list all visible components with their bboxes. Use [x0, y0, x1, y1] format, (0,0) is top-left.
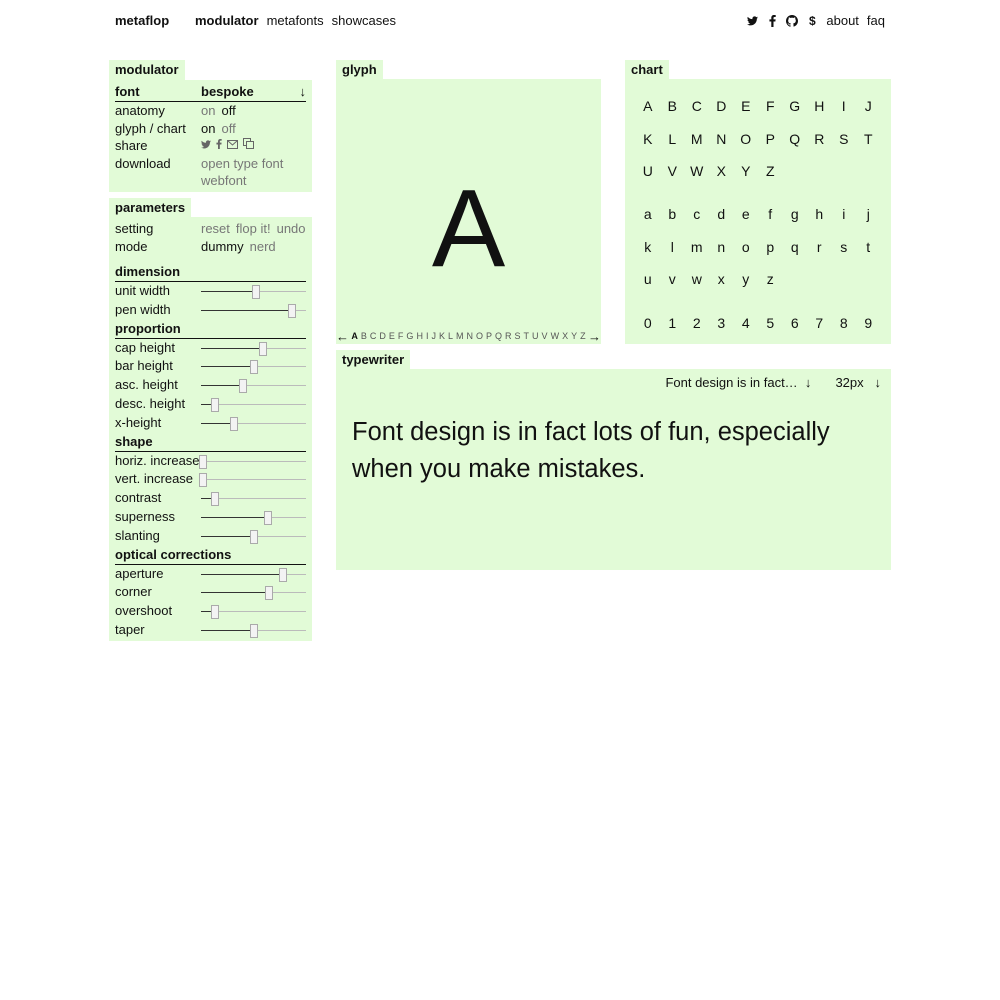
top-right-nav [746, 13, 885, 28]
glyph-letter[interactable]: I [425, 331, 429, 341]
chart-glyph[interactable]: m [690, 238, 703, 255]
chart-glyph[interactable]: t [866, 238, 871, 255]
slider-handle[interactable] [250, 360, 258, 374]
glyph-letter[interactable]: J [431, 331, 436, 341]
chart-glyph[interactable]: Y [741, 163, 751, 179]
glyph-chart-on[interactable]: on [201, 121, 216, 136]
chart-glyph[interactable]: x [717, 271, 725, 287]
glyph-letter[interactable]: X [562, 331, 569, 341]
nav-showcases[interactable]: showcases [331, 13, 396, 28]
glyph-letter[interactable]: Q [495, 331, 503, 341]
facebook-icon[interactable] [766, 14, 778, 28]
chart-glyph[interactable]: f [768, 206, 773, 222]
chart-glyph[interactable]: W [690, 163, 704, 179]
chart-glyph[interactable]: C [691, 98, 702, 114]
nav-metafonts[interactable]: metafonts [266, 13, 324, 28]
glyph-letter[interactable]: M [455, 331, 464, 341]
font-size-select[interactable] [835, 375, 881, 390]
chart-glyph[interactable]: G [789, 98, 801, 114]
share-facebook-icon[interactable] [216, 137, 222, 155]
chart-glyph[interactable]: L [668, 130, 677, 147]
glyph-preview: A [431, 167, 506, 290]
param-slider[interactable] [201, 423, 306, 424]
share-label: share [115, 138, 148, 153]
glyph-letter[interactable]: D [379, 331, 386, 341]
param-label: horiz. increase [115, 452, 200, 468]
reset-button[interactable]: reset [201, 221, 230, 236]
font-label: font [115, 84, 140, 99]
param-slider[interactable] [201, 404, 306, 405]
chart-glyph[interactable]: M [690, 130, 703, 147]
param-slider[interactable] [201, 517, 306, 518]
chart-glyph[interactable]: j [866, 206, 870, 222]
param-row [115, 282, 306, 300]
param-label: vert. increase [115, 471, 194, 487]
glyph-letter[interactable]: E [388, 331, 395, 341]
param-slider[interactable] [201, 348, 306, 349]
param-slider[interactable] [201, 291, 306, 292]
download-label: download [115, 156, 171, 171]
download-otf-link[interactable]: open type font [201, 156, 284, 171]
typewriter-controls [665, 375, 881, 390]
setting-label: setting [115, 221, 154, 236]
font-size-value: 32px [835, 375, 864, 390]
glyph-letter[interactable]: R [505, 331, 512, 341]
param-label: asc. height [115, 377, 178, 393]
param-group-header: dimension [115, 263, 306, 282]
glyph-chart-label: glyph / chart [115, 121, 186, 136]
slider-fill [201, 574, 283, 575]
slider-handle[interactable] [250, 624, 258, 638]
slider-fill [201, 630, 254, 631]
param-slider[interactable] [201, 310, 306, 311]
param-label: x-height [115, 414, 162, 430]
chart-glyph[interactable]: J [864, 98, 872, 114]
param-label: cap height [115, 339, 175, 355]
slider-handle[interactable] [265, 586, 273, 600]
param-row [115, 602, 306, 620]
chart-glyph[interactable]: e [741, 206, 750, 222]
share-twitter-icon[interactable] [201, 137, 211, 155]
chart-digits [625, 314, 891, 347]
slider-fill [201, 592, 269, 593]
arrow-right-icon[interactable]: → [588, 328, 601, 344]
chart-glyph[interactable]: 9 [864, 315, 873, 331]
glyph-letter[interactable]: C [369, 331, 377, 341]
chart-glyph[interactable]: a [643, 206, 652, 222]
tab-glyph: glyph [336, 60, 383, 80]
param-label: bar height [115, 358, 173, 374]
mode-label: mode [115, 239, 148, 254]
slider-handle[interactable] [211, 398, 219, 412]
tab-modulator: modulator [109, 60, 185, 80]
glyph-letter[interactable]: Y [571, 331, 578, 341]
github-icon[interactable] [786, 14, 798, 28]
param-row [115, 489, 306, 507]
slider-handle[interactable] [279, 568, 287, 582]
chart-glyph[interactable]: K [643, 130, 653, 147]
slider-handle[interactable] [211, 492, 219, 506]
chart-glyph[interactable]: 1 [668, 315, 677, 331]
param-group-header: proportion [115, 320, 306, 339]
slider-handle[interactable] [230, 417, 238, 431]
glyph-letter[interactable]: N [466, 331, 473, 341]
mode-dummy[interactable]: dummy [201, 239, 244, 254]
chart-glyph[interactable]: U [642, 163, 653, 179]
glyph-letter[interactable]: S [514, 331, 521, 341]
chart-glyph[interactable]: N [716, 130, 727, 147]
param-row [115, 583, 306, 601]
font-select[interactable]: bespoke [201, 84, 254, 99]
param-row [115, 527, 306, 545]
mode-nerd[interactable]: nerd [249, 239, 276, 254]
glyph-letter[interactable]: L [447, 331, 453, 341]
param-row [115, 414, 306, 432]
param-label: pen width [115, 301, 171, 317]
glyph-letter[interactable]: H [416, 331, 423, 341]
nav-faq[interactable]: faq [866, 13, 885, 28]
chart-uppercase [625, 97, 891, 195]
slider-fill [201, 517, 268, 518]
brand-logo[interactable]: metaflop [115, 13, 170, 28]
param-label: slanting [115, 527, 160, 543]
slider-fill [201, 536, 254, 537]
param-slider[interactable] [201, 630, 306, 631]
slider-fill [201, 385, 243, 386]
chart-glyph[interactable]: 5 [766, 315, 775, 331]
chart-glyph[interactable]: S [839, 130, 849, 147]
slider-handle[interactable] [250, 530, 258, 544]
param-row [115, 621, 306, 639]
slider-handle[interactable] [239, 379, 247, 393]
param-label: taper [115, 622, 145, 637]
chart-panel [625, 79, 891, 344]
glyph-letter[interactable]: G [406, 331, 414, 341]
chart-glyph[interactable]: u [643, 271, 652, 287]
slider-handle[interactable] [252, 285, 260, 299]
chart-glyph[interactable]: n [717, 238, 726, 255]
arrow-down-icon: ↓ [801, 375, 812, 390]
chart-glyph[interactable]: l [670, 238, 674, 255]
slider-handle[interactable] [259, 342, 267, 356]
arrow-down-icon: ↓ [867, 375, 881, 390]
chart-glyph[interactable]: X [716, 163, 726, 179]
param-slider[interactable] [201, 611, 306, 612]
slider-handle[interactable] [199, 455, 207, 469]
chart-glyph[interactable]: 4 [741, 315, 750, 331]
tab-typewriter: typewriter [336, 350, 410, 370]
twitter-icon[interactable] [746, 14, 758, 28]
parameters-panel [109, 217, 312, 641]
typewriter-textarea[interactable]: Font design is in fact lots of fun, especially when you make mistakes. [352, 418, 830, 483]
chart-glyph[interactable]: 3 [717, 315, 726, 331]
chart-glyph[interactable]: 8 [839, 315, 848, 331]
chart-glyph[interactable]: A [643, 98, 653, 114]
chart-glyph[interactable]: R [814, 130, 825, 147]
chart-glyph[interactable]: y [742, 271, 750, 287]
tab-chart: chart [625, 60, 669, 80]
chart-glyph[interactable]: I [841, 98, 846, 114]
chart-glyph[interactable]: v [668, 271, 676, 287]
slider-handle[interactable] [211, 605, 219, 619]
glyph-selector [336, 328, 601, 344]
chart-glyph[interactable]: o [741, 238, 750, 255]
slider-fill [201, 366, 254, 367]
param-label: aperture [115, 565, 164, 581]
param-label: desc. height [115, 396, 186, 411]
undo-button[interactable]: undo [276, 221, 306, 236]
param-slider[interactable] [201, 385, 306, 386]
param-slider[interactable] [201, 574, 306, 575]
param-row [115, 357, 306, 375]
nav-modulator[interactable]: modulator [195, 13, 259, 28]
param-label: overshoot [115, 603, 173, 619]
param-slider[interactable] [201, 592, 306, 593]
chart-glyph[interactable]: H [814, 98, 825, 114]
chart-glyph[interactable]: E [741, 98, 751, 114]
chart-glyph[interactable]: p [766, 238, 775, 255]
param-label: superness [115, 509, 175, 524]
chart-glyph[interactable]: V [667, 163, 677, 179]
share-row [115, 137, 306, 155]
chart-glyph[interactable]: k [644, 238, 652, 255]
modulator-panel [109, 80, 312, 192]
chart-glyph[interactable]: z [766, 271, 774, 287]
param-row [115, 395, 306, 413]
glyph-letter[interactable]: O [475, 331, 483, 341]
slider-handle[interactable] [199, 473, 207, 487]
param-slider[interactable] [201, 366, 306, 367]
chart-glyph[interactable]: g [790, 206, 799, 222]
chart-glyph[interactable]: O [740, 130, 752, 147]
share-copy-icon[interactable] [243, 137, 254, 155]
slider-fill [201, 348, 263, 349]
chart-glyph[interactable]: r [816, 238, 822, 255]
param-row [115, 376, 306, 394]
chart-glyph[interactable]: s [840, 238, 848, 255]
download-web-row [115, 172, 306, 190]
glyph-letter[interactable]: K [438, 331, 445, 341]
slider-handle[interactable] [288, 304, 296, 318]
slider-handle[interactable] [264, 511, 272, 525]
glyph-letter[interactable]: Z [580, 331, 586, 341]
param-slider[interactable] [201, 479, 306, 480]
flop-it-button[interactable]: flop it! [235, 221, 271, 236]
glyph-letter-list [351, 331, 585, 341]
slider-fill [201, 291, 256, 292]
chart-lowercase [625, 205, 891, 303]
param-row [115, 565, 306, 583]
chart-glyph[interactable]: D [716, 98, 727, 114]
sample-text-select[interactable] [665, 375, 811, 390]
chart-glyph[interactable]: B [667, 98, 677, 114]
param-group-header: optical corrections [115, 546, 306, 565]
glyph-letter[interactable]: P [486, 331, 493, 341]
glyph-letter[interactable]: A [351, 331, 358, 341]
chart-glyph[interactable]: c [693, 206, 701, 222]
chart-glyph[interactable]: 0 [643, 315, 652, 331]
chart-glyph[interactable]: P [765, 130, 775, 147]
glyph-letter[interactable]: F [397, 331, 404, 341]
chart-glyph[interactable]: d [717, 206, 726, 222]
glyph-letter[interactable]: T [523, 331, 530, 341]
main-nav [195, 13, 396, 28]
chart-glyph[interactable]: T [863, 130, 873, 147]
anatomy-on[interactable]: on [201, 103, 216, 118]
param-label: unit width [115, 283, 170, 298]
param-row [115, 301, 306, 319]
chart-glyph[interactable]: b [668, 206, 677, 222]
chart-glyph[interactable]: i [842, 206, 846, 222]
anatomy-off[interactable]: off [221, 103, 236, 118]
glyph-chart-off[interactable]: off [221, 121, 236, 136]
glyph-letter[interactable]: V [541, 331, 548, 341]
chart-glyph[interactable]: 2 [692, 315, 701, 331]
param-label: corner [115, 584, 152, 600]
param-label: contrast [115, 490, 162, 506]
arrow-left-icon[interactable]: ← [336, 328, 349, 344]
download-row [115, 155, 306, 173]
chart-glyph[interactable]: q [790, 238, 799, 255]
chart-glyph[interactable]: h [815, 206, 824, 222]
chart-glyph[interactable]: Q [789, 130, 801, 147]
glyph-chart-row [115, 120, 306, 138]
setting-row [115, 220, 306, 238]
param-slider[interactable] [201, 536, 306, 537]
dollar-icon[interactable]: $ [809, 13, 816, 28]
arrow-down-icon[interactable]: ↓ [299, 84, 306, 99]
chart-glyph[interactable]: 6 [790, 315, 799, 331]
share-mail-icon[interactable] [227, 137, 238, 155]
chart-glyph[interactable]: Z [765, 163, 775, 179]
param-row [115, 339, 306, 357]
param-slider[interactable] [201, 461, 306, 462]
param-group-header: shape [115, 433, 306, 452]
anatomy-label: anatomy [115, 103, 165, 118]
glyph-letter[interactable]: U [532, 331, 539, 341]
nav-about[interactable]: about [826, 13, 859, 28]
glyph-panel [336, 79, 601, 344]
glyph-letter[interactable]: W [550, 331, 560, 341]
chart-glyph[interactable]: F [765, 98, 775, 114]
chart-glyph[interactable]: 7 [815, 315, 824, 331]
param-slider[interactable] [201, 498, 306, 499]
glyph-letter[interactable]: B [360, 331, 367, 341]
tab-parameters: parameters [109, 198, 191, 218]
chart-glyph[interactable]: w [691, 271, 702, 287]
param-row [115, 452, 306, 470]
download-webfont-link[interactable]: webfont [201, 173, 247, 188]
anatomy-row [115, 102, 306, 120]
mode-row [115, 238, 306, 256]
param-row [115, 508, 306, 526]
sample-text-value: Font design is in fact… [665, 375, 798, 390]
param-row [115, 470, 306, 488]
font-header [115, 83, 306, 102]
slider-fill [201, 310, 292, 311]
typewriter-panel [336, 369, 891, 570]
